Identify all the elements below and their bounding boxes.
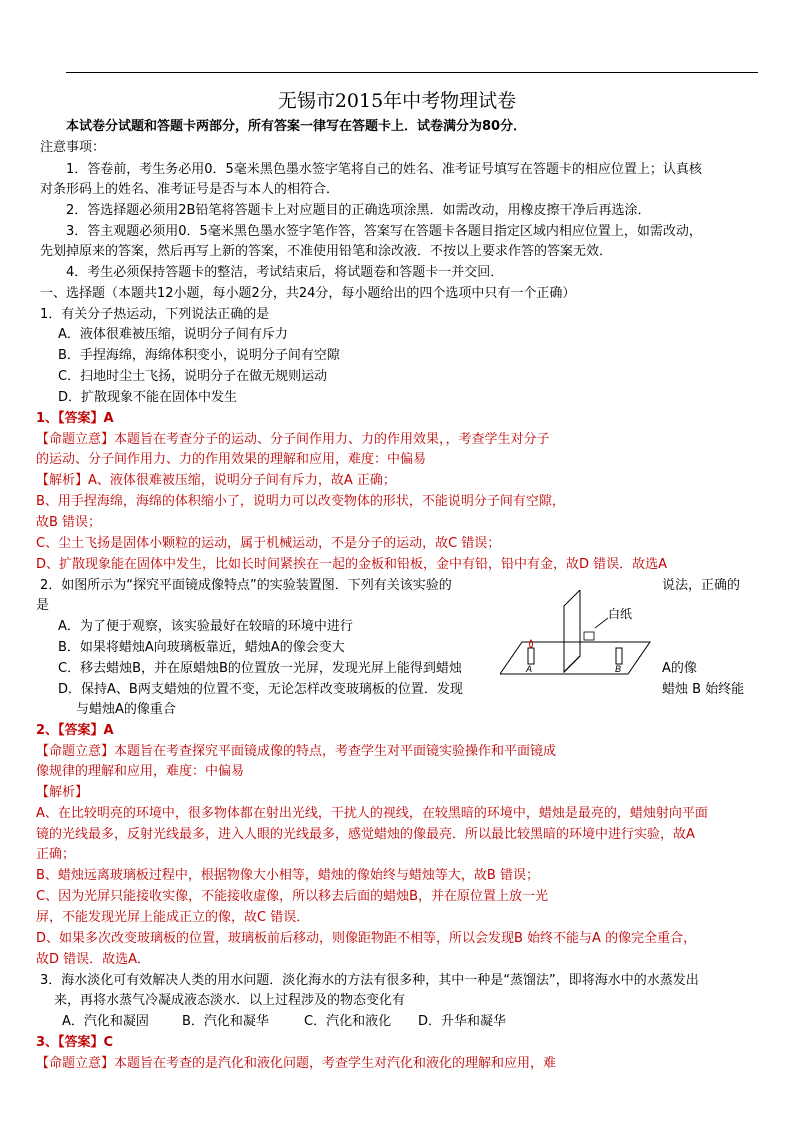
page-title: 无锡市2015年中考物理试卷 — [277, 90, 517, 112]
analysis-line: 故B 错误； — [36, 515, 102, 530]
analysis-line: C、因为光屏只能接收实像，不能接收虚像，所以移去后面的蜡烛B，并在原位置上放一光 — [36, 889, 548, 904]
intro: 本试卷分试题和答题卡两部分，所有答案一律写在答题卡上．试卷满分为80分． — [66, 119, 527, 134]
notice-line: 3．答主观题必须用0．5毫米黑色墨水签字笔作答，答案写在答题卡各题目指定区域内相应位置上，如需改动， — [66, 224, 702, 239]
clip — [584, 632, 594, 640]
option: D．保持A、B两支蜡烛的位置不变，无论怎样改变玻璃板的位置．发现 — [58, 682, 463, 697]
option: B．手捏海绵，海绵体积变小，说明分子间有空隙 — [58, 348, 340, 363]
option-wrap: 与蜡烛A的像重合 — [76, 702, 176, 717]
candle-a — [528, 648, 534, 664]
header-rule — [66, 72, 758, 73]
label-b: B — [615, 664, 622, 674]
analysis-line: A、在比较明亮的环境中，很多物体都在射出光线，干扰人的视线，在较黑暗的环境中，蜡烛是最亮的，蜡烛射向平面 — [36, 806, 708, 821]
option: D．升华和凝华 — [418, 1014, 507, 1029]
analysis-line: C、尘土飞扬是固体小颗粒的运动，属于机械运动，不是分子的运动，故C 错误； — [36, 536, 501, 551]
analysis-head: 【解析】 — [36, 785, 89, 800]
option-continuation: A的像 — [662, 661, 697, 676]
question-stem: 3．海水淡化可有效解决人类的用水问题．淡化海水的方法有很多种，其中一种是“蒸馏法”，即将海水中的水蒸发出 — [40, 973, 699, 988]
option: B．如果将蜡烛A向玻璃板靠近，蜡烛A的像会变大 — [58, 640, 345, 655]
flame-icon — [530, 640, 533, 648]
question-stem-right: 说法，正确的 — [662, 578, 741, 593]
analysis-line: D、如果多次改变玻璃板的位置，玻璃板前后移动，则像距物距不相等，所以会发现B 始终不能与A 的像完全重合， — [36, 931, 697, 946]
paper-plane — [500, 642, 650, 674]
label-paper: 白纸 — [608, 607, 633, 621]
intent-line: 的运动、分子间作用力、力的作用效果的理解和应用，难度：中偏易 — [36, 452, 427, 467]
intent-line: 像规律的理解和应用，难度：中偏易 — [36, 764, 245, 779]
option: A．汽化和凝固 — [62, 1014, 149, 1029]
option: A．液体很难被压缩，说明分子间有斥力 — [58, 327, 288, 342]
answer: 3、【答案】C — [36, 1035, 114, 1050]
notice-line: 2．答选择题必须用2B铅笔将答题卡上对应题目的正确选项涂黑．如需改动，用橡皮擦干净后再选涂． — [66, 203, 651, 218]
notice-line: 先划掉原来的答案，然后再写上新的答案，不准使用铅笔和涂改液．不按以上要求作答的答案无效． — [40, 244, 613, 259]
analysis-line: 屏，不能发现光屏上能成正立的像，故C 错误． — [36, 910, 310, 925]
mirror-experiment-figure — [500, 590, 660, 688]
analysis-line: 故D 错误．故选A． — [36, 952, 151, 967]
option: A．为了便于观察，该实验最好在较暗的环境中进行 — [58, 619, 353, 634]
question-stem: 1．有关分子热运动，下列说法正确的是 — [40, 307, 270, 322]
label-a: A — [526, 664, 533, 674]
intent-line: 【命题立意】本题旨在考查探究平面镜成像的特点，考查学生对平面镜实验操作和平面镜成 — [36, 744, 557, 759]
option-continuation: 蜡烛 B 始终能 — [662, 682, 745, 697]
notice-line: 对条形码上的姓名、准考证号是否与本人的相符合． — [40, 182, 340, 197]
notice-heading: 注意事项： — [40, 140, 106, 155]
glass-plate — [564, 590, 580, 672]
question-stem: 2．如图所示为“探究平面镜成像特点”的实验装置图．下列有关该实验的 — [40, 578, 452, 593]
option: C．扫地时尘土飞扬，说明分子在做无规则运动 — [58, 369, 328, 384]
analysis-line: B、蜡烛远离玻璃板过程中，根据物像大小相等，蜡烛的像始终与蜡烛等大，故B 错误； — [36, 868, 539, 883]
option: D．扩散现象不能在固体中发生 — [58, 390, 238, 405]
analysis-line: 正确； — [36, 847, 76, 862]
candle-b — [616, 648, 622, 664]
answer: 2、【答案】A — [36, 723, 114, 738]
analysis-line: 镜的光线最多，反射光线最多，进入人眼的光线最多，感觉蜡烛的像最亮．所以最比较黑暗的环境中进行实验，故A — [36, 827, 695, 842]
analysis-line: D、扩散现象能在固体中发生，比如长时间紧挨在一起的金板和铅板，金中有铅，铅中有金，故D 错误．故选A — [36, 557, 668, 572]
option: C．移去蜡烛B，并在原蜡烛B的位置放一光屏，发现光屏上能得到蜡烛 — [58, 661, 462, 676]
notice-line: 4．考生必须保持答题卡的整洁，考试结束后，将试题卷和答题卡一并交回． — [66, 265, 504, 280]
label-pointer — [595, 618, 608, 628]
question-stem-end: 是 — [36, 598, 50, 613]
question-stem: 来，再将水蒸气冷凝成液态淡水．以上过程涉及的物态变化有 — [54, 993, 406, 1008]
section-heading: 一、选择题（本题共12小题，每小题2分，共24分，每小题给出的四个选项中只有一个正确） — [40, 286, 576, 301]
intent-line: 【命题立意】本题旨在考查分子的运动、分子间作用力、力的作用效果，，考查学生对分子 — [36, 432, 550, 447]
notice-line: 1．答卷前，考生务必用0．5毫米黑色墨水签字笔将自己的姓名、准考证号填写在答题卡的相应位置上；认真核 — [66, 162, 702, 177]
analysis-line: 【解析】A、液体很难被压缩，说明分子间有斥力，故A 正确； — [36, 473, 396, 488]
glass-base — [564, 656, 580, 672]
intent-line: 【命题立意】本题旨在考查的是汽化和液化问题，考查学生对汽化和液化的理解和应用，难 — [36, 1056, 557, 1071]
analysis-line: B、用手捏海绵，海绵的体积缩小了，说明力可以改变物体的形状，不能说明分子间有空隙， — [36, 494, 565, 509]
answer: 1、【答案】A — [36, 411, 114, 426]
option: B．汽化和凝华 — [182, 1014, 269, 1029]
option: C．汽化和液化 — [304, 1014, 392, 1029]
